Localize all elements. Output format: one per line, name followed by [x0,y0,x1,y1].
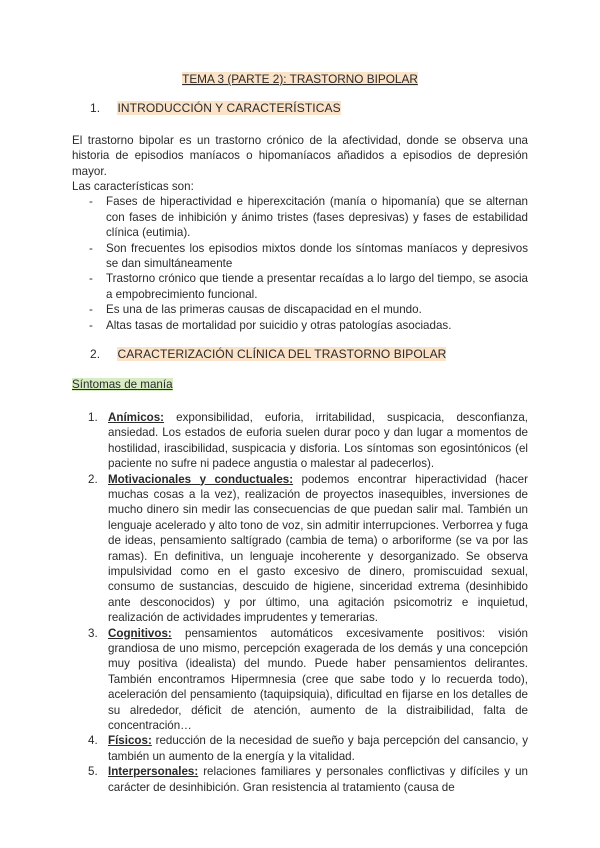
symptom-term: Anímicos: [108,410,165,424]
list-item: 4. Físicos: reducción de la necesidad de sueño y baja percepción del cansancio, y también un aumento de la energía y la vitalidad. [88,734,528,763]
symptom-term: Interpersonales: [108,765,199,779]
symptom-term: Cognitivos: [108,626,172,640]
section-1-lead: Las características son: [72,180,194,194]
page-title [72,72,528,87]
section-1-intro: El trastorno bipolar es un trastorno crónico de la afectividad, donde se observa una historia de episodios maníacos o hipomaníacos añadidos a episodios de depresión mayor. [72,133,528,178]
section-2-title: CARACTERIZACIÓN CLÍNICA DEL TRASTORNO BIPOLAR [117,347,447,362]
list-item: 3. Cognitivos: pensamientos automáticos excesivamente positivos: visión grandiosa de uno mismo, percepción exagerada de los demás y una concepción muy positiva (idealista) del mundo. Puede haber pensamientos delirantes. También encontramos Hipermnesia (cree que sabe todo y lo recuerda todo), aceleración del pensamiento (taquipsiquia), dificultad en fijarse en los detalles de su alrededor, déficit de atención, aumento de la distraibilidad, falta de concentración… [88,626,528,733]
section-1-heading [72,101,528,116]
list-item: - Trastorno crónico que tiende a presentar recaídas a lo largo del tiempo, se asocia a empobrecimiento funcional. [89,272,528,301]
list-item: - Fases de hiperactividad e hiperexcitación (manía o hipomanía) que se alternan con fases de inhibición y ánimo tristes (fases depresivas) y fases de estabilidad clínica (eutimia). [89,195,528,240]
list-item: 1. Anímicos: exponsibilidad, euforia, irritabilidad, suspicacia, desconfianza, ansiedad. Los estados de euforia suelen durar poco y dan lugar a momentos de hostilidad, irascibilidad, suspicacia y disforia. Los síntomas son egosintónicos (el paciente no sufre ni padece angustia o malestar al padecerlos). [88,410,528,471]
page-title-text: TEMA 3 (PARTE 2): TRASTORNO BIPOLAR [182,72,418,86]
list-item: 2. Motivacionales y conductuales: podemos encontrar hiperactividad (hacer muchas cosas a la vez), realización de proyectos inasequibles, inversiones de mucho dinero sin medir las consecuencias de que puedan salir mal. También un lenguaje acelerado y alto tono de voz, sin admitir interrupciones. Verborrea y fuga de ideas, pensamiento saltígrado (cambia de tema) o arboriforme (se va por las ramas). En definitiva, un lenguaje incoherente y desorganizado. Se observa impulsividad como en el gasto excesivo de dinero, promiscuidad sexual, consumo de sustancias, descuido de higiene, sinceridad extrema (desinhibido ante desconocidos) y por último, una agitación psicomotriz e inquietud, realización de actividades imprudentes y temerarias. [88,472,528,625]
list-item: 5. Interpersonales: relaciones familiares y personales conflictivas y difíciles y un carácter de desinhibición. Gran resistencia al tratamiento (causa de [88,765,528,794]
mania-symptoms-subheading: Síntomas de manía [72,377,173,391]
section-1-title: INTRODUCCIÓN Y CARACTERÍSTICAS [117,101,341,116]
characteristics-list [72,194,528,333]
section-2-heading [72,347,528,362]
list-item: - Es una de las primeras causas de discapacidad en el mundo. [89,303,422,317]
symptom-term: Motivacionales y conductuales: [108,472,294,486]
list-item: - Son frecuentes los episodios mixtos donde los síntomas maníacos y depresivos se dan simultáneamente [89,241,528,271]
list-item: - Altas tasas de mortalidad por suicidio y otras patologías asociadas. [89,318,452,332]
section-2-number: 2. [90,347,101,362]
section-1-number: 1. [90,101,101,116]
mania-symptoms-list [72,410,528,795]
symptom-term: Físicos: [108,734,152,748]
